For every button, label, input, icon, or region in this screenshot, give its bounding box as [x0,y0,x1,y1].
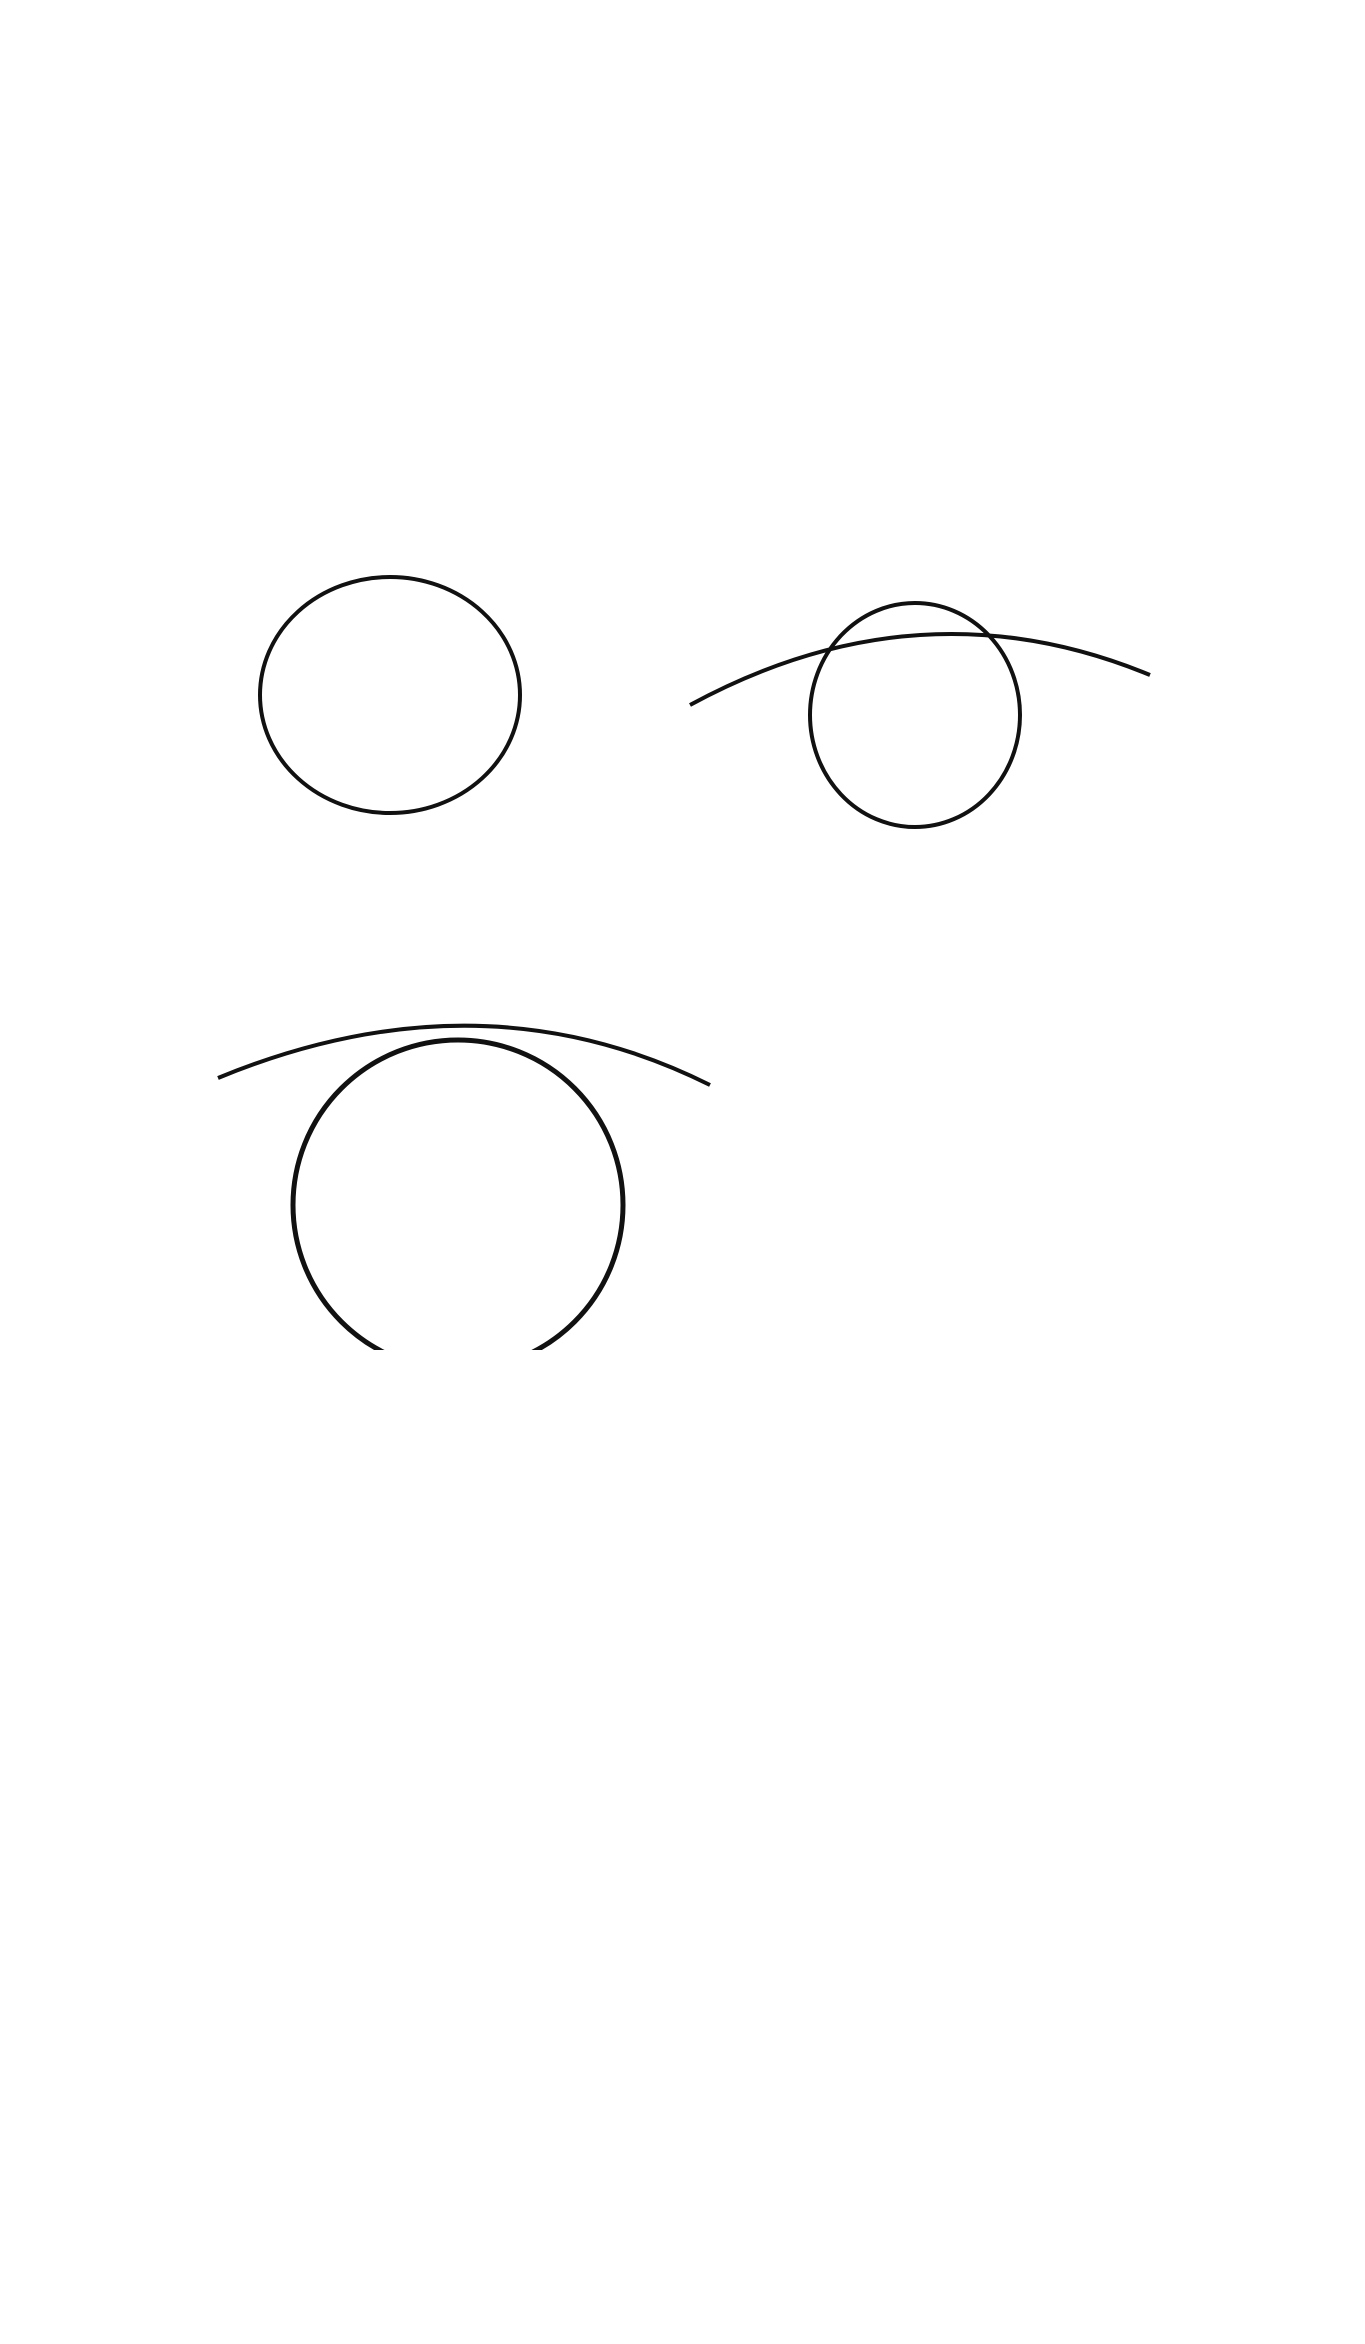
figure-drawing [0,530,1365,1350]
spindle-arc [690,634,1150,705]
spindle-fig-3a [218,1026,710,1350]
nucleus-fig-1 [260,577,520,813]
figure-9 [0,530,1365,1350]
nucleus-fig-2 [690,603,1150,827]
